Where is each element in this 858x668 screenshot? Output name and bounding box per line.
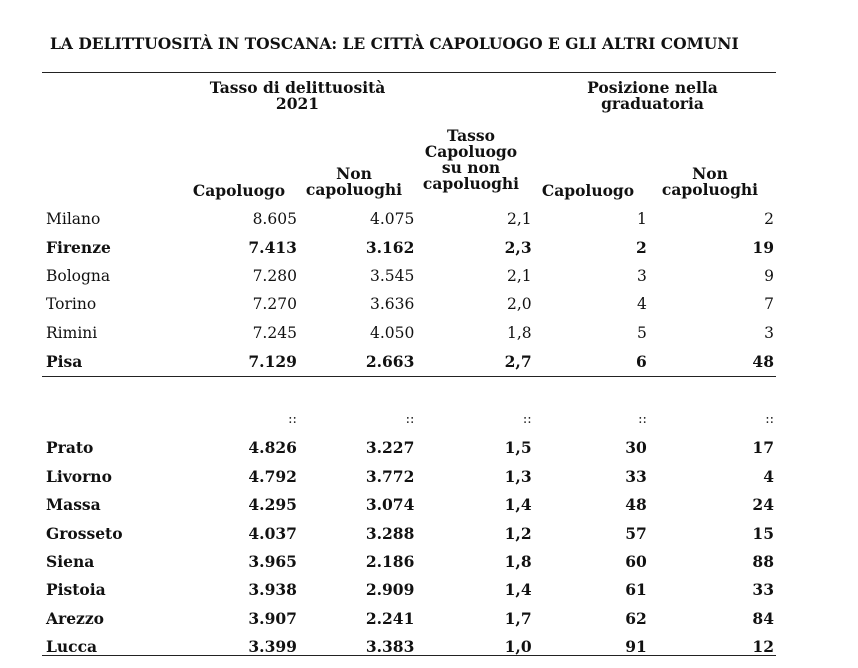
cell-cap: 4.037 [248,523,297,543]
bottom-rule [42,655,776,656]
group-header-rate-line1: Tasso di delittuosità [209,78,386,97]
cell-city: Arezzo [46,608,104,628]
cell-city: Pistoia [46,580,106,600]
cell-city: Rimini [46,323,98,342]
spacer-row [42,375,776,405]
cell-pos-cap: 2 [636,238,647,258]
cell-non: 3.383 [365,637,415,657]
cell-pos-cap: 6 [636,351,647,371]
cell-pos-cap: 62 [625,608,647,628]
table-row [42,347,776,375]
top-rule [42,72,776,73]
cell-ratio: 2,0 [506,295,532,314]
cell-city: Siena [46,551,95,571]
col-header-non-line2: capoluoghi [305,180,403,199]
cell-cap: 4.792 [248,466,297,486]
group-header-rate-year: 2021 [275,94,320,113]
table-row [42,290,776,318]
cell-non: 3.162 [365,238,415,258]
col-header-ratio [416,128,526,192]
cell-ratio: 1,5 [504,438,532,458]
cell-city: Prato [46,438,94,458]
cell-city: Livorno [46,466,112,486]
cell-non: 3.074 [365,495,415,515]
cell-non: 2.186 [365,551,415,571]
table-row [42,205,776,233]
ellipsis-cell [42,405,185,433]
cell-non: 3.772 [365,466,415,486]
cell-cap: 7.270 [252,295,297,314]
cell-non: 2.241 [365,608,415,628]
cell-cap: 7.129 [248,351,297,371]
cell-pos-cap: 30 [625,438,647,458]
group-header-rate [170,80,425,112]
cell-non: 4.050 [369,323,415,342]
cell-cap: 3.965 [248,551,297,571]
ellipsis-row [42,405,776,433]
cell-city: Bologna [46,266,111,285]
cell-non: 2.909 [365,580,415,600]
cell-pos-non: 15 [752,523,774,543]
col-header-ratio-line2: Capoluogo [424,142,518,161]
group-header-rank [540,80,765,112]
cell-pos-cap: 61 [625,580,647,600]
cell-non: 3.288 [365,523,415,543]
cell-pos-cap: 48 [625,495,647,515]
col-header-non-capoluoghi [296,166,412,198]
cell-pos-cap: 57 [625,523,647,543]
middle-rule [42,376,776,377]
cell-pos-non: 3 [764,323,774,342]
cell-ratio: 1,3 [504,466,532,486]
table-row [42,462,776,490]
col-header-ratio-line1: Tasso [447,126,495,145]
cell-pos-non: 17 [752,438,774,458]
cell-ratio: 1,7 [504,608,532,628]
table-row [42,262,776,290]
cell-city: Lucca [46,637,98,657]
cell-pos-cap: 1 [636,210,647,229]
ellipsis-cell: :: [638,412,647,428]
cell-cap: 3.907 [248,608,297,628]
cell-pos-non: 84 [752,608,774,628]
col-header-pos-non-line2: capoluoghi [661,180,759,199]
cell-ratio: 2,1 [506,210,532,229]
cell-pos-cap: 91 [625,637,647,657]
table-row [42,632,776,660]
cell-cap: 3.938 [248,580,297,600]
cell-pos-non: 33 [752,580,774,600]
cell-pos-non: 7 [764,295,774,314]
cell-city: Milano [46,210,101,229]
cell-pos-non: 9 [764,266,774,285]
cell-pos-non: 19 [752,238,774,258]
cell-ratio: 2,3 [504,238,532,258]
cell-ratio: 1,8 [506,323,532,342]
table-row [42,576,776,604]
cell-pos-non: 24 [752,495,774,515]
cell-cap: 7.245 [252,323,297,342]
col-header-pos-non-line1: Non [692,164,728,183]
table-row [42,547,776,575]
cell-ratio: 2,7 [504,351,532,371]
ellipsis-cell: :: [522,412,532,428]
cell-city: Torino [46,295,97,314]
table-row [42,319,776,347]
cell-city: Massa [46,495,101,515]
cell-non: 3.636 [369,295,415,314]
cell-ratio: 1,0 [504,637,532,657]
col-header-pos-capoluogo: Capoluogo [541,181,635,200]
cell-non: 4.075 [369,210,415,229]
cell-pos-cap: 4 [636,295,647,314]
cell-pos-cap: 5 [636,323,647,342]
col-header-capoluogo: Capoluogo [192,181,286,200]
cell-cap: 4.826 [248,438,297,458]
group-header-rank-line2: graduatoria [601,94,704,113]
cell-pos-non: 2 [764,210,774,229]
table-row [42,491,776,519]
data-table [42,205,776,661]
table-row [42,604,776,632]
ellipsis-cell: :: [288,412,297,428]
cell-ratio: 1,8 [504,551,532,571]
ellipsis-cell: :: [405,412,415,428]
cell-ratio: 2,1 [506,266,532,285]
cell-cap: 7.413 [248,238,297,258]
col-header-non-line1: Non [336,164,372,183]
group-header-rank-line1: Posizione nella [587,78,718,97]
cell-ratio: 1,2 [504,523,532,543]
cell-pos-non: 48 [752,351,774,371]
cell-non: 2.663 [365,351,415,371]
table-title: LA DELITTUOSITÀ IN TOSCANA: LE CITTÀ CAPOLUOGO E GLI ALTRI COMUNI [50,34,739,53]
cell-pos-non: 4 [763,466,774,486]
data-table-body [42,205,776,661]
cell-pos-cap: 3 [636,266,647,285]
cell-cap: 7.280 [252,266,297,285]
cell-pos-cap: 60 [625,551,647,571]
cell-cap: 8.605 [252,210,297,229]
table-row [42,519,776,547]
col-header-ratio-line3: su non [441,158,501,177]
spacer-cell [42,375,776,405]
cell-city: Firenze [46,238,111,258]
cell-pos-non: 12 [752,637,774,657]
cell-pos-non: 88 [752,551,774,571]
col-header-ratio-line4: capoluoghi [422,174,520,193]
table-row [42,233,776,261]
cell-ratio: 1,4 [504,580,532,600]
cell-non: 3.545 [369,266,415,285]
cell-city: Pisa [46,351,83,371]
cell-city: Grosseto [46,523,123,543]
cell-cap: 4.295 [248,495,297,515]
col-header-pos-non-capoluoghi [654,166,766,198]
cell-cap: 3.399 [248,637,297,657]
cell-ratio: 1,4 [504,495,532,515]
cell-pos-cap: 33 [625,466,647,486]
table-row [42,434,776,462]
cell-non: 3.227 [365,438,415,458]
ellipsis-cell: :: [765,412,774,428]
